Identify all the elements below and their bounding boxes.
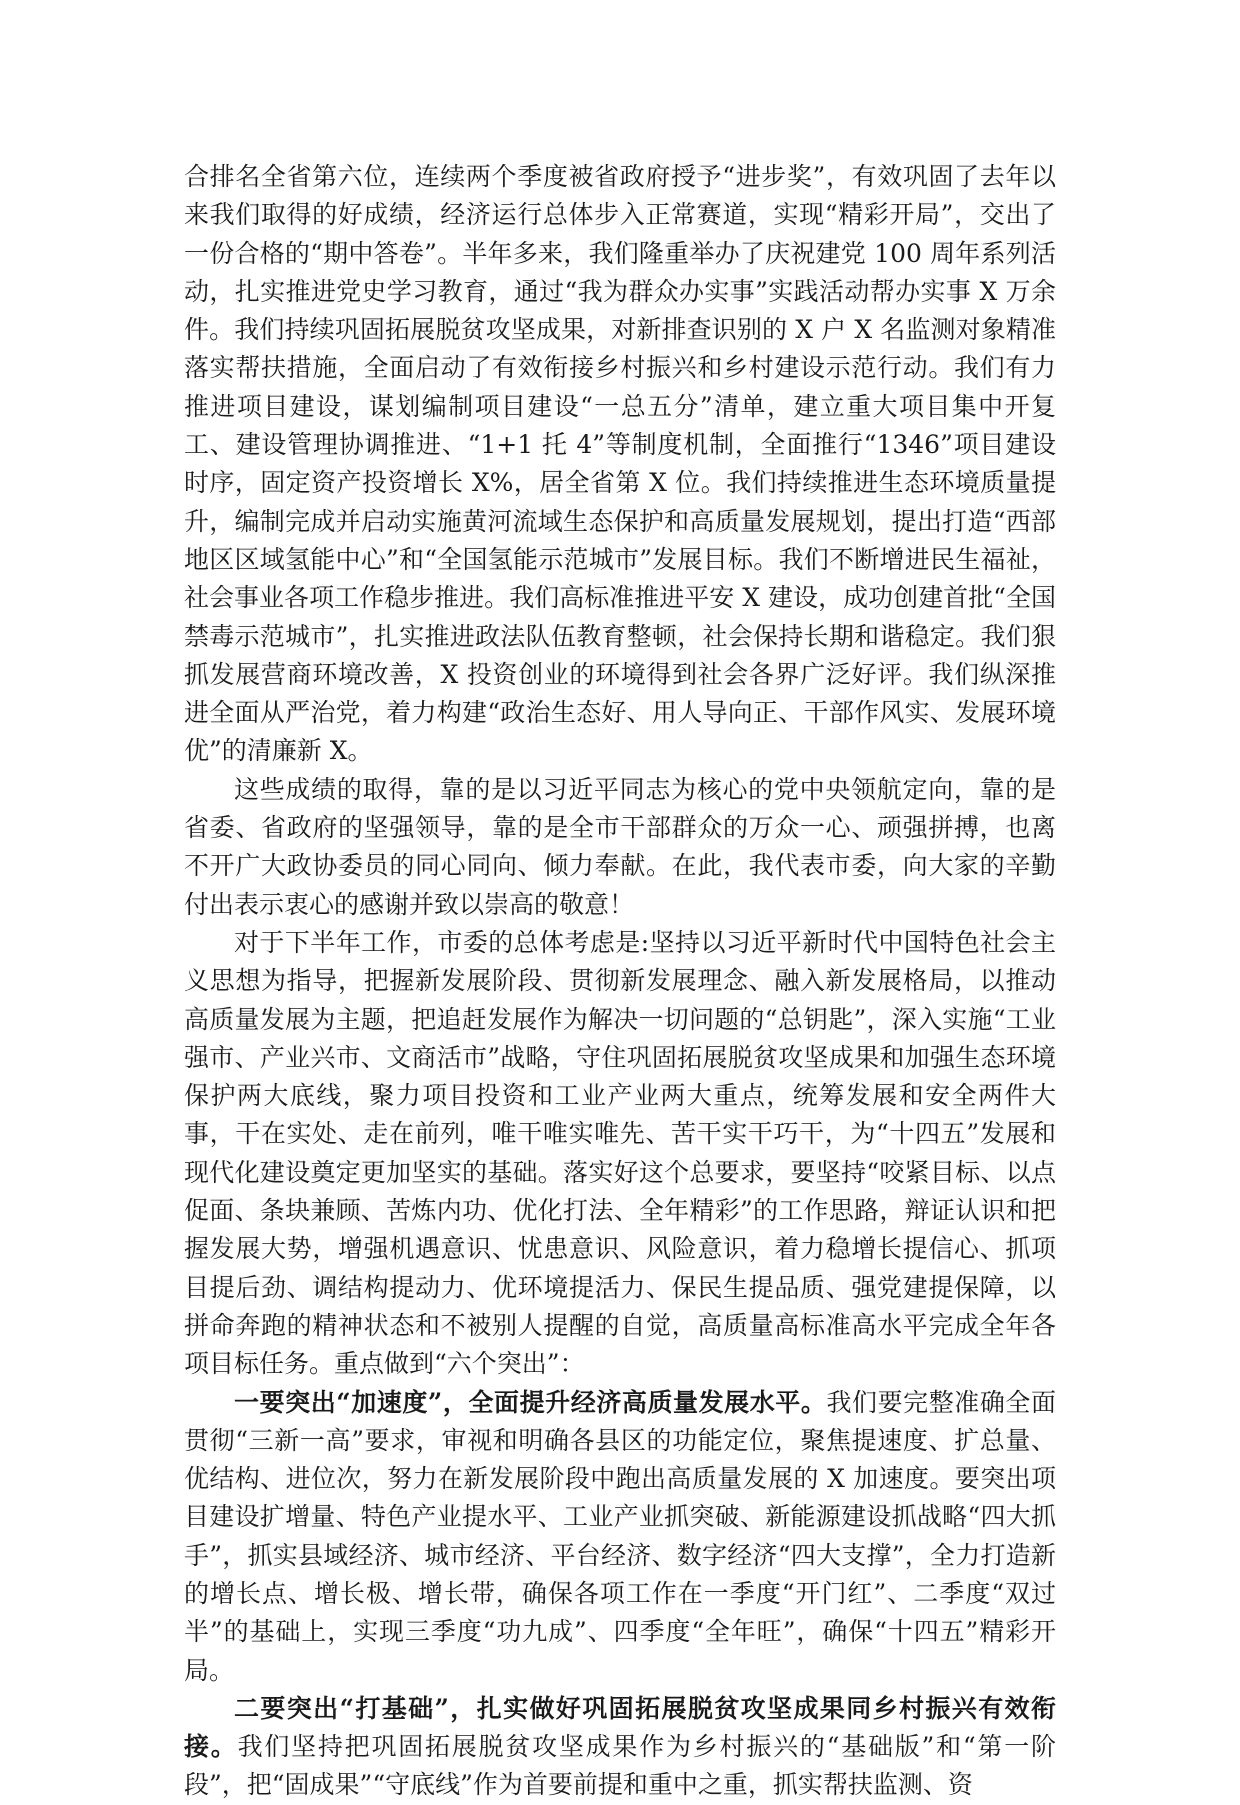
paragraph-achievements: [184, 158, 1056, 771]
paragraph-text: 我们要完整准确全面贯彻“三新一高”要求，审视和明确各县区的功能定位，聚焦提速度、扩总量、优结构、进位次，努力在新发展阶段中跑出高质量发展的 X 加速度。要突出项目建设扩增量、特色产业提水平、工业产业抓突破、新能源建设抓战略“四大抓手”，抓实县域经济、城市经济、平台经济、数字经济“四大支撑”，全力打造新的增长点、增长极、增长带，确保各项工作在一季度“开门红”、二季度“双过半”的基础上，实现三季度“功九成”、四季度“全年旺”，确保“十四五”精彩开局。: [184, 1387, 1056, 1685]
paragraph-point-two: [184, 1690, 1056, 1805]
paragraph-text: 我们坚持把巩固拓展脱贫攻坚成果作为乡村振兴的“基础版”和“第一阶段”，把“固成果”“守底线”作为首要前提和重中之重，抓实帮扶监测、资: [184, 1732, 1056, 1800]
paragraph-gratitude: [184, 771, 1056, 924]
paragraph-text: 对于下半年工作，市委的总体考虑是:坚持以习近平新时代中国特色社会主义思想为指导，把握新发展阶段、贯彻新发展理念、融入新发展格局，以推动高质量发展为主题，把追赶发展作为解决一切问题的“总钥匙”，深入实施“工业强市、产业兴市、文商活市”战略，守住巩固拓展脱贫攻坚成果和加强生态环境保护两大底线，聚力项目投资和工业产业两大重点，统筹发展和安全两件大事，干在实处、走在前列，唯干唯实唯先、苦干实干巧干，为“十四五”发展和现代化建设奠定更加坚实的基础。落实好这个总要求，要坚持“咬紧目标、以点促面、条块兼顾、苦炼内功、优化打法、全年精彩”的工作思路，辩证认识和把握发展大势，增强机遇意识、忧患意识、风险意识，着力稳增长提信心、抓项目提后劲、调结构提动力、优环境提活力、保民生提品质、强党建提保障，以拼命奔跑的精神状态和不被别人提醒的自觉，高质量高标准高水平完成全年各项目标任务。重点做到“六个突出”：: [184, 927, 1056, 1379]
paragraph-lead-heading: 二要突出“打基础”，扎实做好巩固拓展脱贫攻坚成果同乡村振兴有效衔接。: [184, 1693, 1056, 1762]
paragraph-text: 合排名全省第六位，连续两个季度被省政府授予“进步奖”，有效巩固了去年以来我们取得的好成绩，经济运行总体步入正常赛道，实现“精彩开局”，交出了一份合格的“期中答卷”。半年多来，我们隆重举办了庆祝建党 100 周年系列活动，扎实推进党史学习教育，通过“我为群众办实事”实践活动帮办实事 X 万余件。我们持续巩固拓展脱贫攻坚成果，对新排查识别的 X 户 X 名监测对象精准落实帮扶措施，全面启动了有效衔接乡村振兴和乡村建设示范行动。我们有力推进项目建设，谋划编制项目建设“一总五分”清单，建立重大项目集中开复工、建设管理协调推进、“1+1 托 4”等制度机制，全面推行“1346”项目建设时序，固定资产投资增长 X%，居全省第 X 位。我们持续推进生态环境质量提升，编制完成并启动实施黄河流域生态保护和高质量发展规划，提出打造“西部地区区域氢能中心”和“全国氢能示范城市”发展目标。我们不断增进民生福祉，社会事业各项工作稳步推进。我们高标准推进平安 X 建设，成功创建首批“全国禁毒示范城市”，扎实推进政法队伍教育整顿，社会保持长期和谐稳定。我们狠抓发展营商环境改善，X 投资创业的环境得到社会各界广泛好评。我们纵深推进全面从严治党，着力构建“政治生态好、用人导向正、干部作风实、发展环境优”的清廉新 X。: [184, 162, 1056, 766]
paragraph-text: 这些成绩的取得，靠的是以习近平同志为核心的党中央领航定向，靠的是省委、省政府的坚强领导，靠的是全市干部群众的万众一心、顽强拼搏，也离不开广大政协委员的同心同向、倾力奉献。在此，我代表市委，向大家的辛勤付出表示衷心的感谢并致以崇高的敬意！: [184, 774, 1056, 919]
paragraph-point-one: [184, 1384, 1056, 1690]
document-body: [184, 158, 1056, 1805]
paragraph-lead-heading: 一要突出“加速度”，全面提升经济高质量发展水平。: [234, 1387, 827, 1417]
paragraph-second-half-plan: [184, 924, 1056, 1384]
